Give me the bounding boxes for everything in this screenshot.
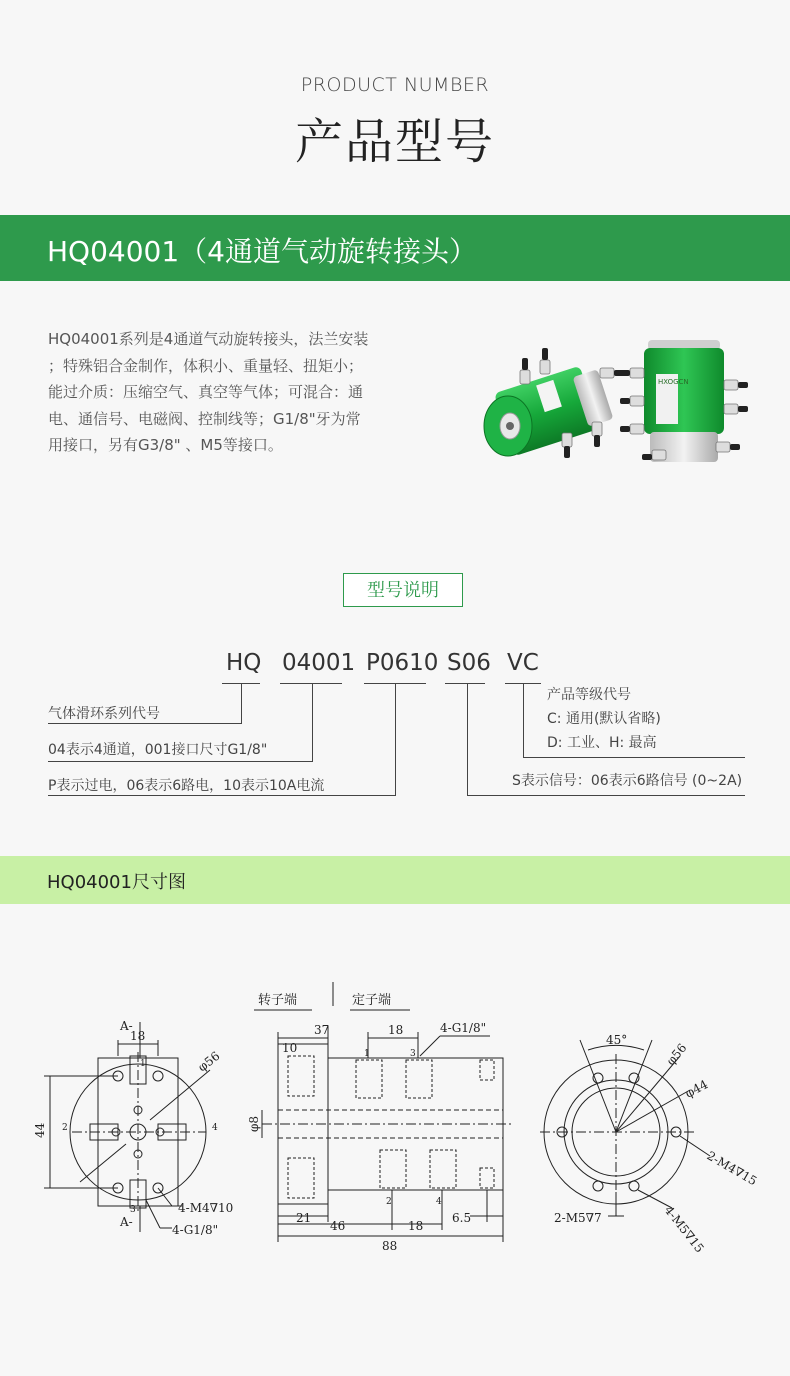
left-port-1: 1 bbox=[140, 1059, 146, 1069]
leader-line bbox=[467, 684, 468, 796]
mid-port-3: 3 bbox=[410, 1049, 416, 1059]
right-dia-44: φ44 bbox=[682, 1077, 711, 1101]
leader-line bbox=[48, 795, 396, 796]
stator-label: 定子端 bbox=[352, 993, 392, 1008]
label-grade-d: D: 工业、H: 最高 bbox=[547, 735, 657, 751]
mid-port-4: 4 bbox=[436, 1197, 442, 1207]
middle-view bbox=[247, 1021, 512, 1253]
mid-dim-88: 88 bbox=[382, 1239, 398, 1253]
left-g18: 4-G1/8" bbox=[172, 1223, 219, 1237]
leader-line bbox=[312, 684, 313, 762]
left-dim-44: 44 bbox=[33, 1122, 47, 1138]
dimension-title: HQ04001尺寸图 bbox=[47, 872, 186, 893]
mid-dim-18b: 18 bbox=[408, 1219, 424, 1233]
left-port-2: 2 bbox=[62, 1123, 68, 1133]
label-grade-title: 产品等级代号 bbox=[547, 687, 631, 703]
left-view bbox=[33, 1019, 233, 1237]
right-m5a: 2-M5∇7 bbox=[554, 1211, 602, 1225]
code-underline bbox=[280, 683, 342, 684]
mid-dim-10: 10 bbox=[282, 1041, 298, 1055]
model-explanation-button[interactable]: 型号说明 bbox=[343, 573, 463, 607]
code-channels: 04001 bbox=[282, 650, 356, 676]
banner-title: HQ04001（4通道气动旋转接头） bbox=[47, 235, 477, 268]
left-a-bottom: A- bbox=[120, 1215, 133, 1229]
rotor-label: 转子端 bbox=[258, 993, 298, 1008]
product-right-unit bbox=[620, 340, 748, 462]
leader-line bbox=[48, 723, 242, 724]
description-line: 用接口，另有G3/8" 、M5等接口。 bbox=[48, 436, 283, 454]
leader-line bbox=[395, 684, 396, 796]
page-title: 产品型号 bbox=[294, 114, 495, 170]
section-subtitle-english: PRODUCT NUMBER bbox=[300, 74, 490, 96]
code-underline bbox=[445, 683, 485, 684]
left-a-top: A- bbox=[120, 1019, 133, 1033]
left-port-4: 4 bbox=[212, 1123, 218, 1133]
left-dia-56: φ56 bbox=[195, 1048, 223, 1075]
mid-dim-37: 37 bbox=[314, 1023, 330, 1037]
mid-dim-18: 18 bbox=[388, 1023, 404, 1037]
leader-line bbox=[241, 684, 242, 724]
description-line: HQ04001系列是4通道气动旋转接头，法兰安装 bbox=[48, 330, 369, 348]
mid-port-2: 2 bbox=[386, 1197, 392, 1207]
mid-dia-8: φ8 bbox=[247, 1115, 261, 1132]
label-grade-c: C: 通用(默认省略) bbox=[547, 711, 661, 727]
description-line: 电、通信号、电磁阀、控制线等；G1/8"牙为常 bbox=[48, 409, 361, 428]
label-signal: S表示信号：06表示6路信号 (0~2A) bbox=[512, 773, 743, 789]
description-line: ；特殊铝合金制作，体积小、重量轻、扭矩小； bbox=[48, 356, 364, 375]
left-dim-18: 18 bbox=[130, 1029, 146, 1043]
code-signal: S06 bbox=[447, 650, 491, 676]
left-m4: 4-M4∇10 bbox=[178, 1201, 234, 1215]
right-m5b: 4-M5∇15 bbox=[661, 1203, 707, 1256]
code-power: P0610 bbox=[366, 650, 439, 676]
label-series-code: 气体滑环系列代号 bbox=[48, 706, 160, 722]
mid-port-1: 1 bbox=[364, 1049, 370, 1059]
mid-dim-21: 21 bbox=[296, 1211, 312, 1225]
right-m4: 2-M4∇15 bbox=[704, 1148, 760, 1189]
product-photo bbox=[480, 338, 755, 473]
drawing-header bbox=[254, 982, 410, 1010]
label-power: P表示过电，06表示6路电，10表示10A电流 bbox=[48, 778, 325, 794]
right-angle-45: 45° bbox=[606, 1033, 628, 1047]
product-left-unit bbox=[484, 348, 624, 458]
right-view bbox=[540, 1033, 759, 1255]
leader-line bbox=[523, 757, 745, 758]
code-hq: HQ bbox=[226, 650, 262, 676]
mid-dim-46: 46 bbox=[330, 1219, 346, 1233]
leader-line bbox=[48, 761, 313, 762]
code-grade: VC bbox=[507, 650, 539, 676]
right-dia-56: φ56 bbox=[663, 1040, 690, 1068]
leader-line bbox=[467, 795, 745, 796]
photo-brand-label: HXOGCN bbox=[658, 378, 689, 386]
mid-dim-6-5: 6.5 bbox=[452, 1211, 472, 1225]
leader-line bbox=[523, 684, 524, 758]
description-line: 能过介质：压缩空气、真空等气体；可混合：通 bbox=[48, 383, 364, 401]
left-port-3: 3 bbox=[130, 1205, 136, 1215]
product-description bbox=[48, 326, 438, 459]
label-channels: 04表示4通道，001接口尺寸G1/8" bbox=[48, 742, 268, 758]
mid-g18: 4-G1/8" bbox=[440, 1021, 487, 1035]
dimension-drawing bbox=[0, 960, 790, 1280]
